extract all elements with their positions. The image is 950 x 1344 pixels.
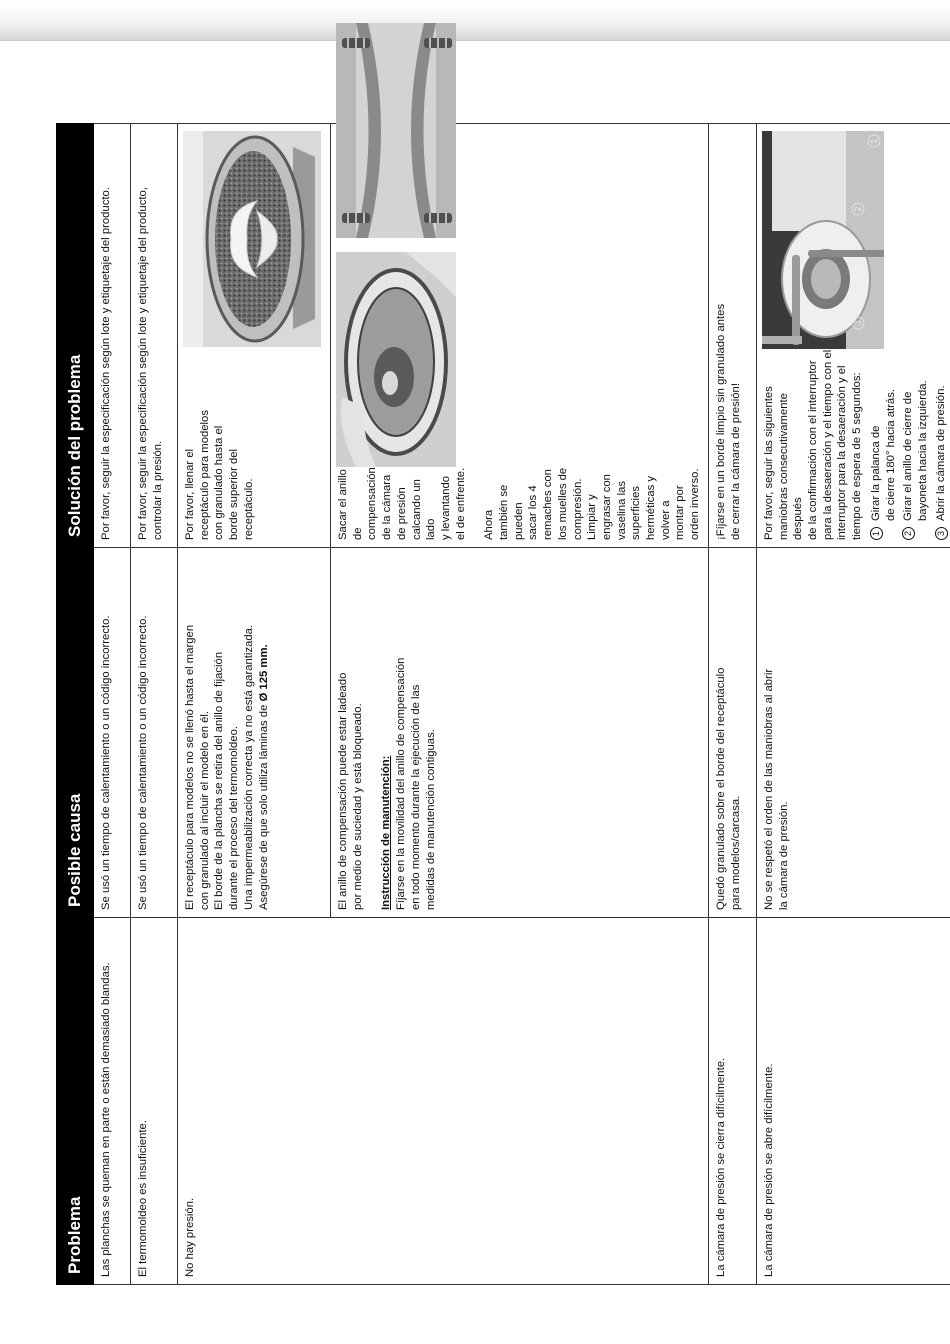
solution-cell (756, 124, 950, 548)
callout-2: 2 (853, 206, 864, 212)
solution-intro: Por favor, seguir las siguientes maniobras consecutivamente después de la confirmación con el interruptor para la desaeración y el tiempo con el interruptor para la desaeración y el tiempo de espera de 5 segundos: (762, 349, 864, 540)
cause-text: El anillo de compensación puede estar ladeado por medio de suciedad y está bloqueado. (337, 672, 364, 910)
step-item (901, 349, 930, 540)
solution-cell: ¡Fíjarse en un borde limpio sin granulado antes de cerrar la cámara de presión! (708, 124, 756, 548)
table-row (94, 124, 131, 1285)
solution-cell: Por favor, seguir la especificación según lote y etiquetaje del producto. (94, 124, 131, 548)
callout-3: 3 (853, 320, 864, 326)
table-row (178, 124, 331, 1285)
troubleshooting-table (56, 123, 950, 1285)
photo-pair (336, 23, 703, 467)
problem-cell: La cámara de presión se abre difícilmente. (756, 918, 950, 1285)
pressure-chamber-lever-photo (762, 131, 884, 349)
cause-cell: Se usó un tiempo de calentamiento o un código incorrecto. (131, 548, 178, 918)
rivets-springs-photo (336, 23, 456, 238)
cause-text: El receptáculo para modelos no se llenó hasta el margen con granulado al incluir el modelo en él. El borde de la plancha se retira del anillo de fijación durante el proceso del termomoldeo. Una impermeabilización correcta ya no está garantizada. Asegúrese de que solo utiliza láminas de (184, 624, 270, 910)
solution-text: Sacar el anillo de compensación de la cámara de presión calcando un lado y levantando el de enfrente. (337, 467, 467, 540)
callout-1: 1 (869, 138, 880, 144)
table-row (708, 124, 756, 1285)
solution-cell: Por favor, seguir la especificación según lote y etiquetaje del producto, controlar la presión. (131, 124, 178, 548)
solution-text: Ahora también se pueden sacar los 4 remaches con los muelles de compresión. Limpiar y engrasar con vaselina las superficies herméticas y volver a montar por orden inverso. (483, 467, 702, 540)
cause-cell (178, 548, 331, 918)
cause-cell (331, 548, 709, 918)
problem-cell: No hay presión. (178, 918, 709, 1285)
problem-cell: La cámara de presión se cierra difícilmente. (708, 918, 756, 1285)
step-number-badge: 1 (870, 527, 883, 540)
step-text: Abrir la cámara de presión. (934, 385, 947, 521)
header-solution: Solución del problema (57, 124, 94, 548)
cause-cell: Quedó granulado sobre el borde del receptáculo para modelos/carcasa. (708, 548, 756, 918)
maintenance-note: Fíjarse en la movilidad del anillo de compensación en todo momento durante la ejecución de las medidas de manutención contiguas. (395, 657, 437, 910)
compensation-ring-removal-photo (336, 252, 456, 467)
maintenance-heading: Instrucción de manutención: (380, 755, 393, 910)
step-number-badge: 3 (935, 527, 948, 540)
cause-cell: No se respetó el orden de las maniobras al abrir la cámara de presión. (756, 548, 950, 918)
model-holder-granulate-photo (183, 131, 321, 347)
table-row (131, 124, 178, 1285)
cause-cell: Se usó un tiempo de calentamiento o un código incorrecto. (94, 548, 131, 918)
step-text: Girar la palanca de de cierre 180° hacia atrás. (869, 389, 897, 521)
solution-text: Por favor, llenar el receptáculo para modelos con granulado hasta el borde superior del receptáculo. (184, 410, 255, 540)
header-cause: Posible causa (57, 548, 94, 918)
foil-size: Ø 125 mm. (257, 644, 270, 702)
steps-list (869, 349, 949, 540)
step-text: Girar el anillo de cierre de bayoneta hacia la izquierda. (902, 380, 929, 521)
solution-cell (178, 124, 331, 548)
step-item (934, 349, 949, 540)
problem-cell: El termomoldeo es insuficiente. (131, 918, 178, 1285)
problem-cell: Las planchas se queman en parte o están demasiado blandas. (94, 918, 131, 1285)
solution-cell (331, 124, 709, 548)
header-problem: Problema (57, 918, 94, 1285)
troubleshooting-page-rotated (56, 124, 947, 1285)
step-number-badge: 2 (902, 527, 915, 540)
step-item (869, 349, 898, 540)
table-row (756, 124, 950, 1285)
